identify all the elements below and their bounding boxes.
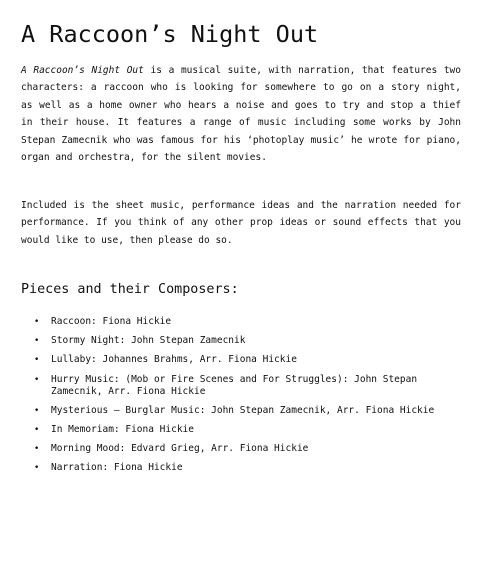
list-item	[21, 374, 461, 398]
list-item	[21, 424, 461, 436]
intro-paragraph	[21, 62, 461, 166]
piece-text: Narration: Fiona Hickie	[51, 462, 183, 474]
list-item	[21, 354, 461, 366]
pieces-list	[21, 316, 461, 482]
list-item	[21, 316, 461, 328]
bullet-icon: •	[34, 405, 40, 416]
list-item	[21, 335, 461, 347]
included-paragraph: Included is the sheet music, performance ideas and the narration needed for performance. If you think of any other prop ideas or sound effects that you would like to use, then please do so.	[21, 200, 461, 246]
list-item	[21, 462, 461, 474]
intro-text: is a musical suite, with narration, that features two characters: a raccoon who is looking for somewhere to go on a story night, as well as a home owner who hears a noise and goes to try and stop a thief in their house. It features a range of music including some works by John Stepan Zamecnik who was famous for his ‘photoplay music’ he wrote for piano, organ and orchestra, for the silent movies.	[21, 65, 462, 164]
bullet-icon: •	[34, 424, 40, 435]
bullet-icon: •	[34, 355, 40, 366]
bullet-icon: •	[34, 463, 40, 474]
list-item	[21, 443, 461, 455]
piece-text: Hurry Music: (Mob or Fire Scenes and For Struggles): John Stepan Zamecnik, Arr. Fiona Hickie	[51, 373, 418, 397]
document-title: A Raccoon’s Night Out	[21, 20, 319, 48]
piece-text: Morning Mood: Edvard Grieg, Arr. Fiona Hickie	[51, 443, 309, 455]
piece-text: Raccoon: Fiona Hickie	[51, 316, 172, 327]
bullet-icon: •	[34, 374, 40, 385]
list-item	[21, 405, 461, 417]
piece-text: Stormy Night: John Stepan Zamecnik	[51, 335, 246, 347]
piece-text: In Memoriam: Fiona Hickie	[51, 423, 194, 435]
bullet-icon: •	[34, 444, 40, 455]
intro-italic-title: A Raccoon’s Night Out	[21, 65, 144, 76]
bullet-icon: •	[34, 336, 40, 347]
bullet-icon: •	[34, 317, 40, 327]
piece-text: Lullaby: Johannes Brahms, Arr. Fiona Hickie	[51, 354, 297, 366]
pieces-heading: Pieces and their Composers:	[21, 282, 239, 297]
piece-text: Mysterious – Burglar Music: John Stepan Zamecnik, Arr. Fiona Hickie	[51, 404, 435, 416]
